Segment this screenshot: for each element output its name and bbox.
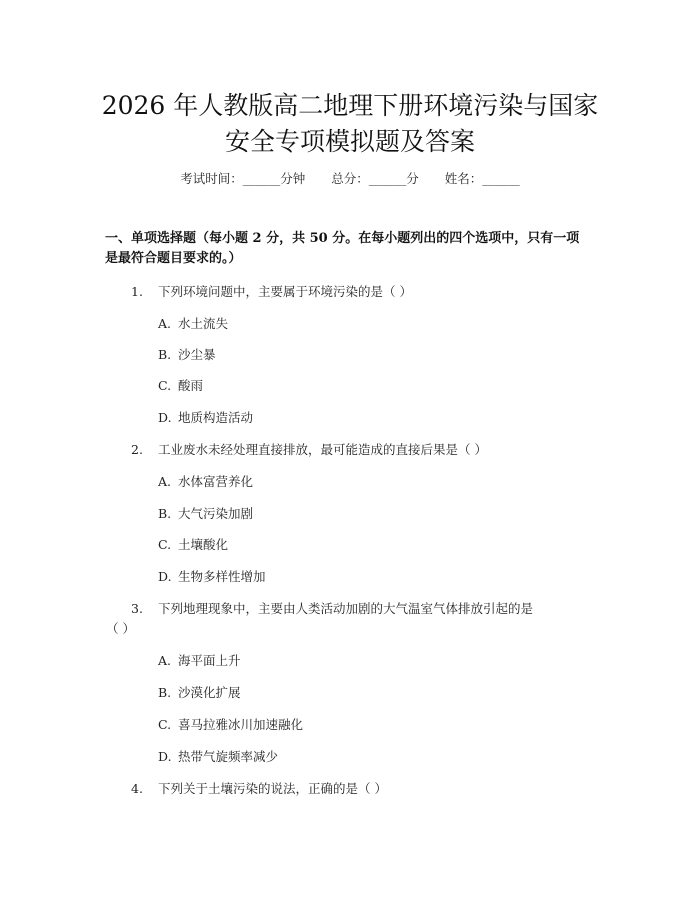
section-heading [105, 229, 605, 269]
option-1c [158, 377, 203, 395]
option-3b [158, 684, 241, 702]
question-number: 3. [131, 601, 143, 616]
option-3a [158, 652, 241, 670]
option-1b [158, 346, 216, 364]
option-letter: C. [158, 378, 172, 393]
option-text: 海平面上升 [178, 653, 241, 668]
option-text: 热带气旋频率减少 [178, 749, 279, 764]
option-text: 地质构造活动 [178, 410, 254, 425]
question-number: 4. [131, 781, 143, 796]
question-stem: 下列环境问题中，主要属于环境污染的是（ ） [158, 284, 412, 299]
option-text: 酸雨 [178, 378, 204, 393]
question-stem: 下列地理现象中，主要由人类活动加剧的大气温室气体排放引起的是 [158, 601, 534, 616]
option-letter: D. [158, 569, 172, 584]
option-3c [158, 716, 303, 734]
option-text: 沙尘暴 [178, 347, 216, 362]
exam-time-field: 考试时间：______分钟 [180, 171, 306, 186]
option-2d [158, 568, 266, 586]
question-number: 2. [131, 442, 143, 457]
option-letter: A. [158, 474, 172, 489]
option-text: 水体富营养化 [178, 474, 254, 489]
option-3d [158, 748, 278, 766]
option-letter: C. [158, 537, 172, 552]
section-heading-line-1: 一、单项选择题（每小题 2 分，共 50 分。在每小题列出的四个选项中，只有一项 [105, 231, 580, 246]
question-stem: 下列关于土壤污染的说法，正确的是（ ） [158, 781, 387, 796]
option-letter: B. [158, 347, 172, 362]
option-text: 喜马拉雅冰川加速融化 [178, 717, 304, 732]
option-text: 土壤酸化 [178, 537, 229, 552]
page-title-line-2: 安全专项模拟题及答案 [224, 127, 475, 156]
option-text: 沙漠化扩展 [178, 685, 241, 700]
option-letter: D. [158, 410, 172, 425]
page-title-line-1: 2026 年人教版高二地理下册环境污染与国家 [101, 91, 599, 120]
question-stem: 工业废水未经处理直接排放，最可能造成的直接后果是（ ） [158, 442, 487, 457]
option-2b [158, 505, 253, 523]
option-letter: B. [158, 506, 172, 521]
option-letter: A. [158, 653, 172, 668]
option-2c [158, 536, 228, 554]
question-number: 1. [131, 284, 143, 299]
section-heading-line-2: 是最符合题目要求的。） [105, 251, 242, 266]
total-score-field: 总分：______分 [331, 171, 419, 186]
option-letter: C. [158, 717, 172, 732]
option-2a [158, 473, 253, 491]
name-field: 姓名：______ [444, 171, 520, 186]
option-1a [158, 315, 228, 333]
option-letter: D. [158, 749, 172, 764]
question-stem-continuation: （ ） [106, 621, 135, 636]
option-letter: B. [158, 685, 172, 700]
option-text: 水土流失 [178, 316, 229, 331]
option-text: 生物多样性增加 [178, 569, 266, 584]
option-text: 大气污染加剧 [178, 506, 254, 521]
exam-meta [0, 169, 700, 187]
option-1d [158, 409, 253, 427]
option-letter: A. [158, 316, 172, 331]
